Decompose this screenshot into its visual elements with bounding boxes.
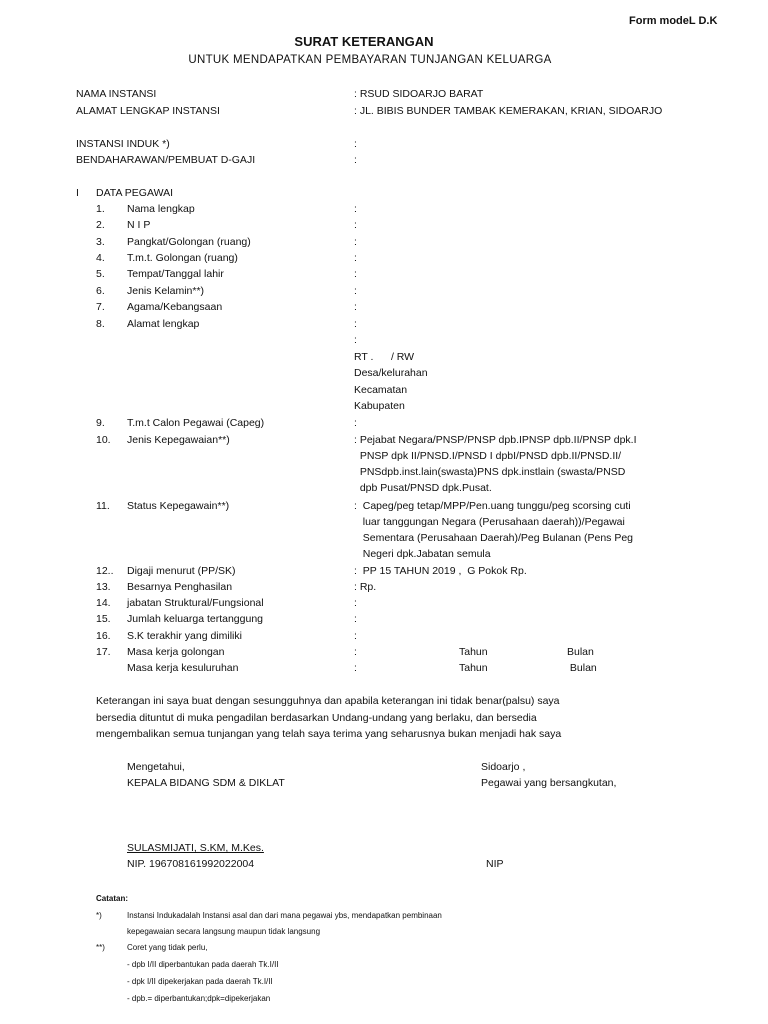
field-nama-lengkap-value: :: [354, 203, 357, 215]
field-tempat-lahir-value: :: [354, 268, 357, 280]
field-number: 4.: [96, 252, 105, 264]
status-kepegawaian-line: Negeri dpk.Jabatan semula: [354, 548, 491, 560]
field-number: 2.: [96, 219, 105, 231]
instansi-name-label: NAMA INSTANSI: [76, 88, 157, 100]
jenis-kepegawaian-line: PNSdpb.inst.lain(swasta)PNS dpk.instlain (swasta/PNSD: [354, 466, 626, 478]
field-masa-keseluruhan-label: Masa kerja kesuluruhan: [127, 662, 239, 674]
instansi-address-label: ALAMAT LENGKAP INSTANSI: [76, 105, 220, 117]
field-jumlah-keluarga-label: Jumlah keluarga tertanggung: [127, 613, 264, 625]
address-rt-rw: RT . / RW: [354, 351, 415, 363]
instansi-induk-value: :: [354, 138, 357, 150]
pegawai-nip: NIP: [486, 858, 504, 870]
field-status-kepegawaian-label: Status Kepegawain**): [127, 500, 230, 512]
field-sk-terakhir-value: :: [354, 630, 357, 642]
signature-kepala-bidang: KEPALA BIDANG SDM & DIKLAT: [127, 777, 285, 789]
field-nip-value: :: [354, 219, 357, 231]
field-masa-golongan-label: Masa kerja golongan: [127, 646, 225, 658]
field-digaji-label: Digaji menurut (PP/SK): [127, 565, 236, 577]
field-number: 12..: [96, 565, 114, 577]
note-text: - dpb I/II diperbantukan pada daerah Tk.I/II: [127, 960, 279, 969]
masa-keseluruhan-bulan: Bulan: [567, 662, 597, 674]
section-title: DATA PEGAWAI: [96, 187, 174, 199]
note-text: Instansi Indukadalah Instansi asal dan dari mana pegawai ybs, mendapatkan pembinaan: [127, 911, 442, 920]
jenis-kepegawaian-line: dpb Pusat/PNSD dpk.Pusat.: [354, 482, 492, 494]
notes-heading: Catatan:: [96, 894, 129, 903]
field-number: 8.: [96, 318, 105, 330]
field-number: 7.: [96, 301, 105, 313]
field-number: 13.: [96, 581, 111, 593]
masa-golongan-bulan: Bulan: [567, 646, 594, 658]
field-masa-keseluruhan-value: :: [354, 662, 357, 674]
address-kabupaten: Kabupaten: [354, 400, 405, 412]
field-penghasilan-label: Besarnya Penghasilan: [127, 581, 233, 593]
field-tmt-capeg-value: :: [354, 417, 357, 429]
field-number: 11.: [96, 500, 110, 512]
signatory-name: SULASMIJATI, S.KM, M.Kes.: [127, 842, 264, 854]
masa-keseluruhan-tahun: Tahun: [459, 662, 488, 674]
note-mark: *): [96, 911, 102, 920]
instansi-address-value: : JL. BIBIS BUNDER TAMBAK KEMERAKAN, KRIAN, SIDOARJO: [354, 105, 663, 117]
signature-mengetahui: Mengetahui,: [127, 761, 185, 773]
note-text: - dpk I/II dipekerjakan pada daerah Tk.I/II: [127, 977, 273, 986]
statement-line: bersedia dituntut di muka pengadilan berdasarkan Undang-undang yang berlaku, dan bersedia: [96, 712, 537, 724]
field-number: 16.: [96, 630, 111, 642]
field-alamat-value: :: [354, 318, 357, 330]
field-sk-terakhir-label: S.K terakhir yang dimiliki: [127, 630, 242, 642]
field-tmt-golongan-label: T.m.t. Golongan (ruang): [127, 252, 238, 264]
address-kecamatan: Kecamatan: [354, 384, 408, 396]
field-jabatan-label: jabatan Struktural/Fungsional: [127, 597, 264, 609]
field-alamat-label: Alamat lengkap: [127, 318, 200, 330]
field-pangkat-label: Pangkat/Golongan (ruang): [127, 236, 251, 248]
address-desa: Desa/kelurahan: [354, 367, 428, 379]
field-number: 17.: [96, 646, 111, 658]
field-number: 14.: [96, 597, 111, 609]
field-number: 5.: [96, 268, 105, 280]
bendaharawan-value: :: [354, 154, 357, 166]
status-kepegawaian-line: : Capeg/peg tetap/MPP/Pen.uang tunggu/peg scorsing cuti: [354, 500, 631, 512]
field-jenis-kelamin-label: Jenis Kelamin**): [127, 285, 205, 297]
field-jenis-kelamin-value: :: [354, 285, 357, 297]
instansi-induk-label: INSTANSI INDUK *): [76, 138, 170, 150]
field-number: 6.: [96, 285, 105, 297]
field-agama-label: Agama/Kebangsaan: [127, 301, 223, 313]
bendaharawan-label: BENDAHARAWAN/PEMBUAT D-GAJI: [76, 154, 256, 166]
field-number: 15.: [96, 613, 111, 625]
field-jumlah-keluarga-value: :: [354, 613, 357, 625]
field-tmt-capeg-label: T.m.t Calon Pegawai (Capeg): [127, 417, 265, 429]
signature-pegawai: Pegawai yang bersangkutan,: [481, 777, 617, 789]
note-text: - dpb.= diperbantukan;dpk=dipekerjakan: [127, 994, 271, 1003]
field-tempat-lahir-label: Tempat/Tanggal lahir: [127, 268, 224, 280]
field-number: 3.: [96, 236, 105, 248]
field-jabatan-value: :: [354, 597, 357, 609]
section-number: I: [76, 187, 79, 199]
status-kepegawaian-line: luar tanggungan Negara (Perusahaan daerah))/Pegawai: [354, 516, 625, 528]
field-tmt-golongan-value: :: [354, 252, 357, 264]
field-agama-value: :: [354, 301, 357, 313]
statement-line: Keterangan ini saya buat dengan sesungguhnya dan apabila keterangan ini tidak benar(palsu) saya: [96, 695, 560, 707]
document-title: SURAT KETERANGAN: [294, 34, 434, 49]
signature-place-date: Sidoarjo ,: [481, 761, 526, 773]
instansi-name-value: : RSUD SIDOARJO BARAT: [354, 88, 484, 100]
field-jenis-kepegawaian-label: Jenis Kepegawaian**): [127, 434, 230, 446]
document-subtitle: UNTUK MENDAPATKAN PEMBAYARAN TUNJANGAN KELUARGA: [188, 54, 552, 66]
field-number: 1.: [96, 203, 105, 215]
field-penghasilan-value: : Rp.: [354, 581, 377, 593]
field-number: 10.: [96, 434, 111, 446]
status-kepegawaian-line: Sementara (Perusahaan Daerah)/Peg Bulanan (Pens Peg: [354, 532, 634, 544]
form-code: Form modeL D.K: [629, 15, 718, 27]
jenis-kepegawaian-line: : Pejabat Negara/PNSP/PNSP dpb.IPNSP dpb.II/PNSP dpk.I: [354, 434, 637, 446]
jenis-kepegawaian-line: PNSP dpk II/PNSD.I/PNSD I dpbI/PNSD dpb.II/PNSD.II/: [354, 450, 622, 462]
signatory-nip: NIP. 196708161992022004: [127, 858, 255, 870]
masa-golongan-tahun: Tahun: [459, 646, 488, 658]
address-line: :: [354, 334, 357, 346]
note-text: Coret yang tidak perlu,: [127, 943, 208, 952]
field-masa-golongan-value: :: [354, 646, 357, 658]
field-nama-lengkap-label: Nama lengkap: [127, 203, 195, 215]
statement-line: mengembalikan semua tunjangan yang telah saya terima yang seharusnya bukan menjadi hak saya: [96, 728, 562, 740]
note-text: kepegawaian secara langsung maupun tidak langsung: [127, 927, 321, 936]
field-digaji-value: : PP 15 TAHUN 2019 , G Pokok Rp.: [354, 565, 527, 577]
note-mark: **): [96, 943, 105, 952]
field-nip-label: N I P: [127, 219, 151, 231]
field-pangkat-value: :: [354, 236, 357, 248]
field-number: 9.: [96, 417, 105, 429]
